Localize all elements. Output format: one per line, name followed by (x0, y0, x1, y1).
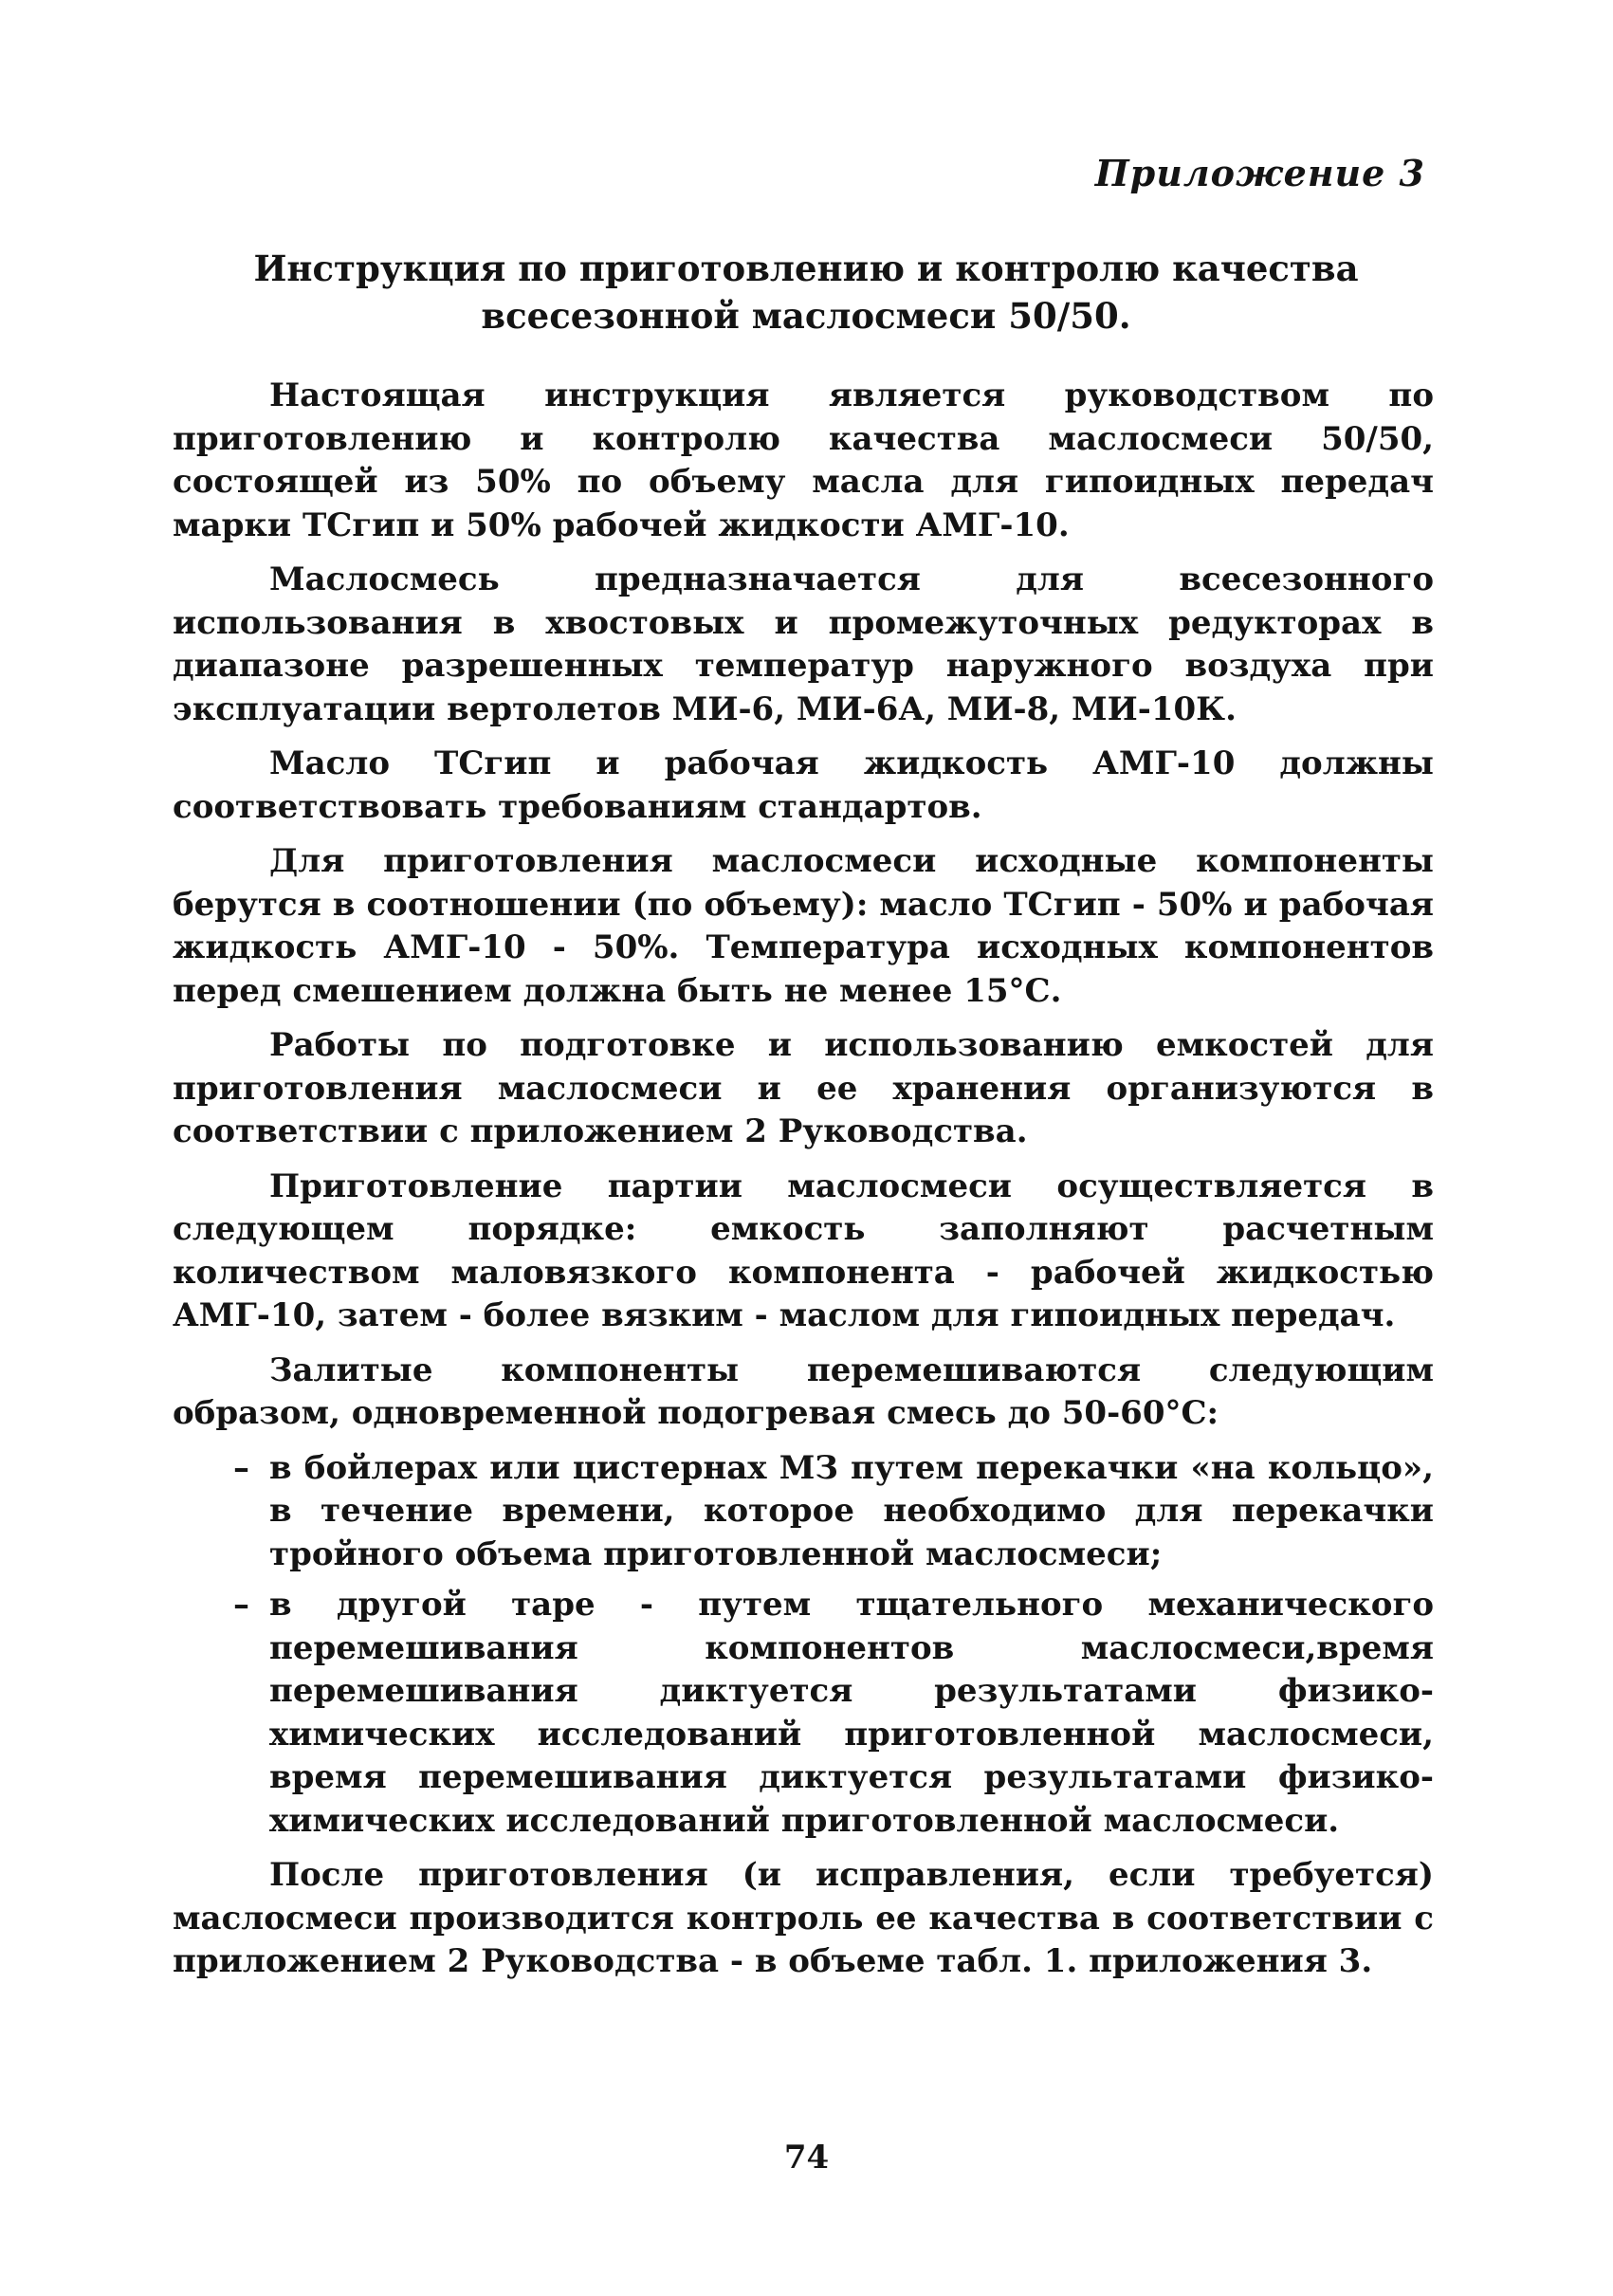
method-list (173, 1447, 1434, 1844)
list-item (173, 1584, 1434, 1843)
paragraph-6: Приготовление партии маслосмеси осуществляется в следующем порядке: емкость заполняют расчетным количеством маловязкого компонента - рабочей жидкостью АМГ-10, затем - более вязким - маслом для гипоидных передач. (173, 1166, 1434, 1334)
paragraph-7: Залитые компоненты перемешиваются следующим образом, одновременной подогревая смесь до 50-60°С: (173, 1350, 1434, 1432)
appendix-label: Приложение 3 (1094, 152, 1425, 194)
paragraph-4: Для приготовления маслосмеси исходные компоненты берутся в соотношении (по объему): масло ТСгип - 50% и рабочая жидкость АМГ-10 - 50%. Температура исходных компонентов перед смешением должна быть не менее 15°С. (173, 842, 1434, 1010)
paragraph-1: Настоящая инструкция является руководством по приготовлению и контролю качества маслосмеси 50/50, состоящей из 50% по объему масла для гипоидных передач марки ТСгип и 50% рабочей жидкости АМГ-10. (173, 377, 1434, 544)
document-body (173, 375, 1434, 1995)
paragraph-2: Маслосмесь предназначается для всесезонного использования в хвостовых и промежуточных редукторах в диапазоне разрешенных температур наружного воздуха при эксплуатации вертолетов МИ-6, МИ-6А, МИ-8, МИ-10К. (173, 560, 1434, 728)
closing-paragraph: После приготовления (и исправления, если требуется) маслосмеси производится контроль ее качества в соответствии с приложением 2 Руководства - в объеме табл. 1. приложения 3. (173, 1856, 1434, 1980)
list-item (173, 1447, 1434, 1577)
list-item-text: в бойлерах или цистернах МЗ путем перекачки «на кольцо», в течение времени, которое необходимо для перекачки тройного объема приготовленной маслосмеси; (269, 1448, 1434, 1573)
paragraph-5: Работы по подготовке и использованию емкостей для приготовления маслосмеси и ее хранения организуются в соответствии с приложением 2 Руководства. (173, 1026, 1434, 1150)
list-dash: – (233, 1586, 249, 1624)
list-item-text: в другой таре - путем тщательного механического перемешивания компонентов маслосмеси,время перемешивания диктуется результатами физико-химических исследований приготовленной маслосмеси, время перемешивания диктуется результатами физико-химических исследований приготовленной маслосмеси. (269, 1586, 1434, 1840)
list-dash: – (233, 1448, 249, 1487)
page-number: 74 (783, 2139, 830, 2177)
document-title: Инструкция по приготовлению и контролю качества всесезонной маслосмеси 50/50. (253, 248, 1359, 337)
paragraph-3: Масло ТСгип и рабочая жидкость АМГ-10 должны соответствовать требованиям стандартов. (173, 744, 1434, 826)
